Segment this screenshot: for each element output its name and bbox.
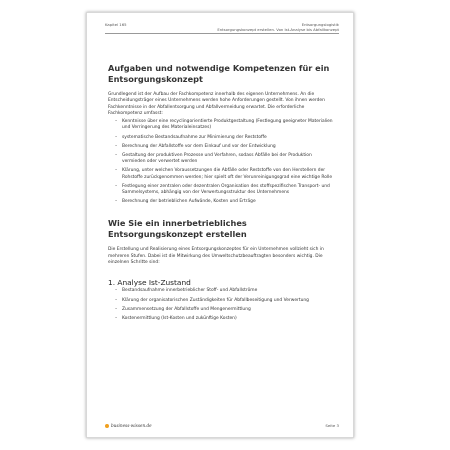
list-item: – Berechnung der betrieblichen Aufwände, Kosten und Erträge	[108, 199, 336, 205]
list-item: – Berechnung der Abfallstoffe vor dem Einkauf und vor der Entwicklung	[108, 144, 336, 150]
section-label: Entsorgungslogistik	[301, 22, 339, 27]
header-subtitle: Entsorgungskonzept erstellen. Von Ist-Analyse bis Abfallkonzept	[217, 27, 339, 32]
logo-dot-icon	[105, 424, 109, 428]
step1-list	[108, 288, 336, 322]
page-footer	[105, 423, 339, 428]
list-item: – systematische Bestandsaufnahme zur Minimierung der Reststoffe	[108, 135, 336, 141]
step1-heading: 1. Analyse Ist-Zustand	[108, 278, 191, 288]
document-page	[86, 12, 354, 438]
list-item: – Kenntnisse über eine recyclingorientierte Produktgestaltung (Festlegung geeigneter Materialien und Verringerung des Materialeinsatzes)	[108, 119, 336, 131]
section2-intro: Die Erstellung und Realisierung eines Entsorgungskonzeptes für ein Unternehmen vollzieht sich in mehreren Stufen. Dabei ist die Mitwirkung des Umweltschutzbeauftragten besonders wichtig. Die einzelnen Schritte sind:	[108, 247, 324, 266]
list-item: – Gestaltung der produktiven Prozesse und Verfahren, sodass Abfälle bei der Produktion vermieden oder verwertet werden	[108, 153, 336, 165]
page-header	[105, 22, 339, 34]
list-item: – Klärung, unter welchen Voraussetzungen die Abfälle oder Reststoffe von den Herstellern der Rohstoffe zurückgenommen werden; hier spielt oft der Verunreinigungsgrad eine wichtige Rolle	[108, 168, 336, 180]
section1-heading: Aufgaben und notwendige Kompetenzen für ein Entsorgungskonzept	[108, 63, 330, 84]
competence-list	[108, 119, 336, 205]
list-item: – Kostenermittlung (Ist-Kosten und zukünftige Kosten)	[108, 316, 336, 322]
section2-heading: Wie Sie ein innerbetriebliches Entsorgungskonzept erstellen	[108, 218, 247, 239]
section1-intro: Grundlegend ist der Aufbau der Fachkompetenz innerhalb des eigenen Unternehmens. An die Entscheidungsträger eines Unternehmens werden hohe Anforderungen gestellt. Von ihnen werden Fachkenntnisse in der Abfallentsorgung und Abfallvermeidung erwartet. Die erforderliche Fachkompetenz umfasst:	[108, 92, 325, 116]
list-item: – Bestandsaufnahme innerbetrieblicher Stoff- und Abfallströme	[108, 288, 336, 294]
page-content	[108, 63, 336, 322]
list-item: – Klärung der organisatorischen Zuständigkeiten für Abfallbeseitigung und Verwertung	[108, 298, 336, 304]
list-item: – Festlegung einer zentralen oder dezentralen Organisation des stoffspezifischen Transport- und Sammelsystems, abhängig von der Verwertungsstruktur des Unternehmens	[108, 184, 336, 196]
brand-name: business-wissen.de	[111, 423, 152, 428]
chapter-label: Kapitel 165	[105, 22, 127, 27]
brand-logo	[105, 423, 152, 428]
list-item: – Zusammensetzung der Abfallstoffe und Mengenermittlung	[108, 307, 336, 313]
page-number: Seite 3	[325, 423, 339, 428]
